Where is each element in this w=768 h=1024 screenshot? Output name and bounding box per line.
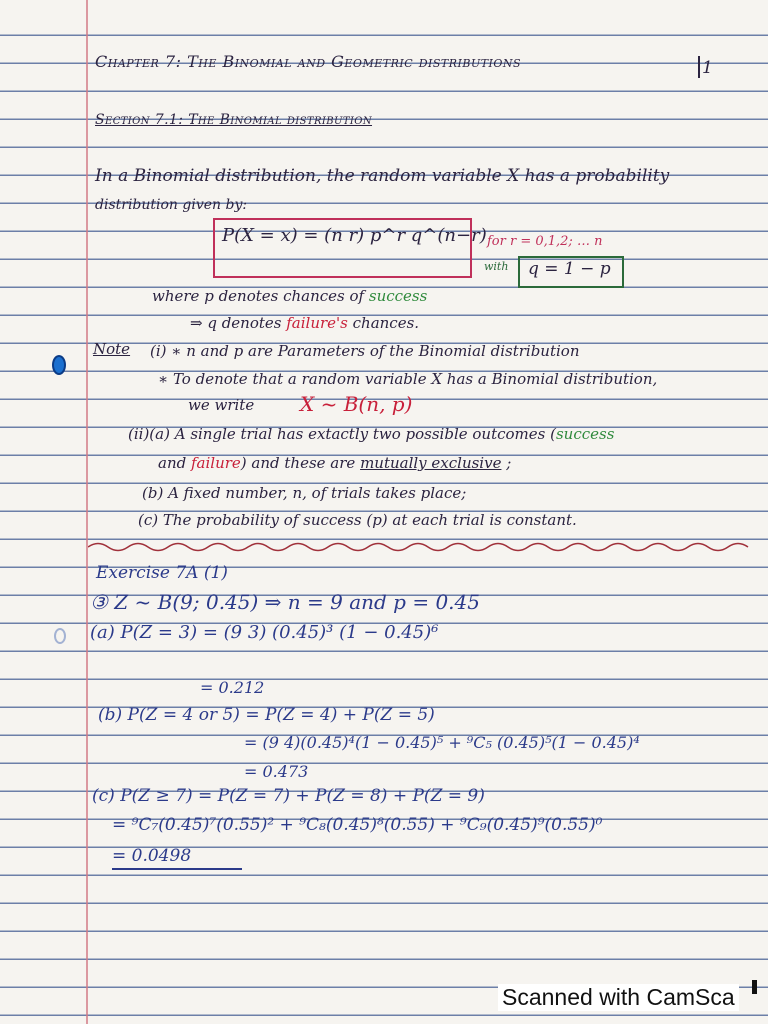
note-c: (c) The probability of success (p) at each trial is constant. xyxy=(138,511,577,529)
part-c-line: (c) P(Z ≥ 7) = P(Z = 7) + P(Z = 8) + P(Z = 9) xyxy=(92,786,485,806)
binder-hole-faint xyxy=(54,628,66,644)
note-b: (b) A fixed number, n, of trials takes place; xyxy=(142,484,467,502)
we-write: we write xyxy=(188,396,255,414)
wavy-divider xyxy=(88,540,758,554)
failure-line xyxy=(190,314,419,332)
failure-pre: ⇒ q denotes xyxy=(190,314,287,332)
scanner-watermark: Scanned with CamSca xyxy=(498,984,739,1011)
note-ii-a-cont xyxy=(158,454,511,472)
note-end: ; xyxy=(501,454,512,472)
page-edge-mark xyxy=(752,980,757,994)
section-title: Section 7.1: The Binomial distribution xyxy=(95,112,373,128)
note-label: Note xyxy=(93,340,131,358)
note-i-b: ∗ To denote that a random variable X has a Binomial distribution, xyxy=(158,370,658,388)
page-number: 1 xyxy=(702,58,713,78)
q-definition: q = 1 − p xyxy=(528,259,611,279)
part-c-expand: = ⁹C₇(0.45)⁷(0.55)² + ⁹C₈(0.45)⁸(0.55) + ⁹C₉(0.45)⁹(0.55)⁰ xyxy=(112,815,603,835)
note-mid: ) and these are xyxy=(240,454,361,472)
part-b-result: = 0.473 xyxy=(244,762,309,781)
definition-line-2: distribution given by: xyxy=(95,197,248,213)
margin-line xyxy=(86,0,88,1024)
part-b-line: (b) P(Z = 4 or 5) = P(Z = 4) + P(Z = 5) xyxy=(98,705,435,725)
with-label: with xyxy=(484,260,509,273)
note-i: (i) ∗ n and p are Parameters of the Binomial distribution xyxy=(150,342,580,360)
chapter-title: Chapter 7: The Binomial and Geometric distributions xyxy=(95,52,522,71)
success-word: success xyxy=(368,287,428,305)
part-a-working: (a) P(Z = 3) = (9 3) (0.45)³ (1 − 0.45)⁶ xyxy=(90,622,439,643)
note-ii-a-success: success xyxy=(555,425,615,443)
binomial-notation: X ~ B(n, p) xyxy=(300,392,413,416)
failure-post: chances. xyxy=(347,314,420,332)
part-c-result: = 0.0498 xyxy=(112,846,192,866)
binomial-formula: P(X = x) = (n r) p^r q^(n−r) xyxy=(222,225,487,246)
note-failure: failure xyxy=(190,454,241,472)
binder-hole-mark xyxy=(52,355,66,375)
note-ii-a-text: (ii)(a) A single trial has extactly two possible outcomes ( xyxy=(128,425,556,443)
note-and: and xyxy=(158,454,191,472)
note-ii-a xyxy=(128,425,614,443)
part-b-expand: = (9 4)(0.45)⁴(1 − 0.45)⁵ + ⁹C₅ (0.45)⁵(1 − 0.45)⁴ xyxy=(244,733,640,752)
part-a-result: = 0.212 xyxy=(200,678,265,697)
exercise-title: Exercise 7A (1) xyxy=(96,563,228,583)
where-line xyxy=(152,287,427,305)
note-mutually-exclusive: mutually exclusive xyxy=(360,454,502,472)
definition-line-1: In a Binomial distribution, the random variable X has a probability xyxy=(95,166,670,186)
failure-word: failure's xyxy=(286,314,348,332)
where-text: where p denotes chances of xyxy=(152,287,369,305)
formula-condition: for r = 0,1,2; … n xyxy=(487,234,603,249)
question-3: ③ Z ~ B(9; 0.45) ⇒ n = 9 and p = 0.45 xyxy=(90,590,480,614)
